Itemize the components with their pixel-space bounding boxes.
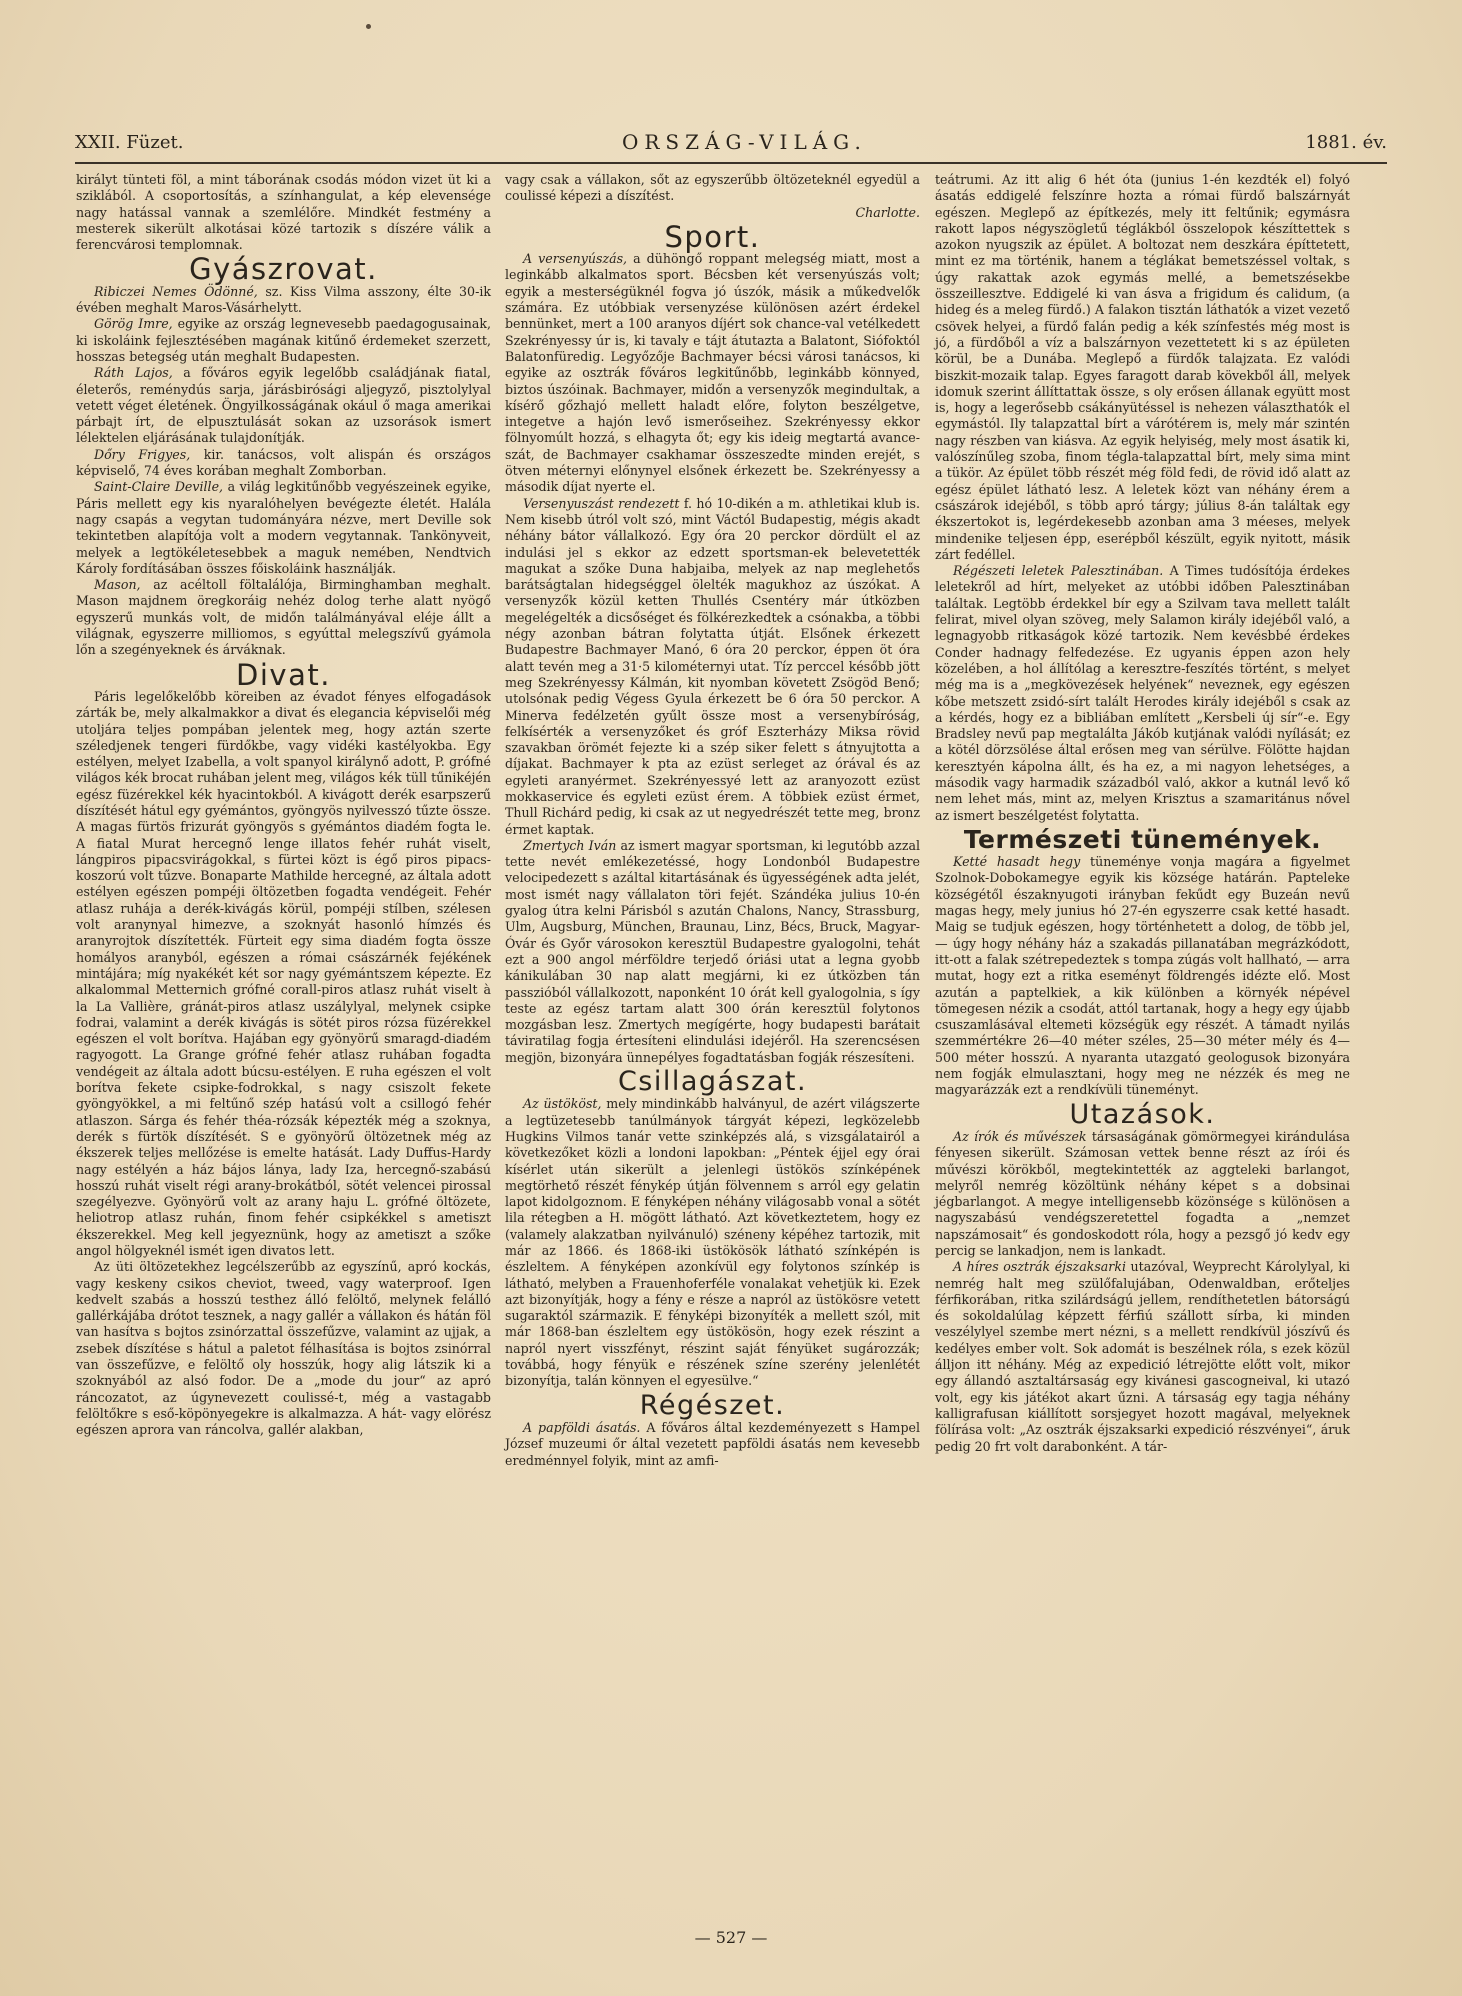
section-heading-sport: Sport. xyxy=(664,219,761,254)
running-header xyxy=(75,128,1387,156)
obituary: Ráth Lajos, a főváros egyik legelőbb családjának fiatal, életerős, reménydús sarja, járásbirósági aljegyző, pisztolylyal vetett véget életének. Öngyilkosságának okául ő maga amerikai párbajt írt, de elpusztulását sokan az uzsorások ismert lélektelen eljárásának tulajdonítják. xyxy=(76,365,491,446)
paragraph: vagy csak a vállakon, sőt az egyszerűbb öltözeteknél egyedül a coulissé képezi a díszítést. xyxy=(505,172,920,204)
obituary: Ribiczei Nemes Ödönné, sz. Kiss Vilma asszony, élte 30-ik évében meghalt Maros-Vásárhelytt. xyxy=(76,283,491,316)
header-rule xyxy=(75,162,1387,164)
paragraph: királyt tünteti föl, a mint táborának csodás módon vizet üt ki a sziklából. A csoportosítás, a színhangulat, a kép elevensége nagy hatással vannak a szemlélőre. Mindkét festmény a mesterek sikerült alkotásai közé tartozik s díszére válik a ferencvárosi templomnak. xyxy=(76,172,491,253)
obituary: Mason, az acéltoll föltalálója, Birminghamban meghalt. Mason majdnem öregkoráig nehéz dolog terhe alatt nyögő egyszerű munkás volt, de midőn találmányával eléje állt a világnak, egyszerre milliomos, s egyúttal melegszívű gyámola lőn a szegényeknek és árváknak. xyxy=(76,577,491,658)
column-1 xyxy=(76,172,491,1439)
paragraph: teátrumi. Az itt alig 6 hét óta (junius 1-én kezdték el) folyó ásatás eddigelé felszínre hozta a római fürdő balszárnyát egészen. Meglepő az építkezés, mely itt feltűnik; egymásra rakott lapos négyszögletű téglákból összelopok készíttettek s azokon nyugszik az épület. A boltozat nem deszkára építtetett, mint ez ma történik, hanem a téglákat bemetszéssel voltak, s úgy rakattak azok egymás mellé, a bemetszésekbe összeillesztve. Eddigelé ki van ásva a frigidum és calidum, (a hideg és a meleg fürdő.) A falakon tisztán láthatók a vizet vezető csövek helyei, a fürdő falán pedig a kék színfestés még most is jó, a fürdőből a víz a balszárnyon vezettetett ki s az épületen körül, be a Dunába. Meglepő a fürdők talajzata. Ez valódi biszkit-mozaik talap. Egyes faragott darab kövekből áll, melyek idomuk szerint állíttattak össze, s oly erősen állanak együtt most is, hogy a legerősebb csákányütéssel is nehezen választhatók el egymástól. Ily talapzattal bírt a várótérem is, mely már szintén nagy részben van kiásva. Az egyik helyiség, mely most ásatik ki, valószínűleg szoba, finom tégla-talapzattal bírt, mely sima mint a tükör. Az épület több részét még föld fedi, de rövid idő alatt az egész épület látható lesz. A leletek közt van néhány érem a császárok idejéből, s több apró tárgy; július 8-án találtak egy ékszertokot is, legérdekesebb azonban ama 3 méeses, melyek mindenike teljesen épp, eserépből készült, egyik nyitott, másik zárt fedéllel. xyxy=(935,172,1350,562)
paragraph: Ketté hasadt hegy tüneménye vonja magára a figyelmet Szolnok-Dobokamegye egyik kis községe határán. Papteleke községétől északnyugoti irányban fekűdt egy Buzeán nevű magas hegy, mely junius hó 27-én egyszerre csak ketté hasadt. Maig se tudjuk egészen, hogy történhetett a dolog, de több jel, — úgy hogy néhány ház a szakadás pillanatában megrázkódott, itt-ott a falak szétrepedeztek s tompa zúgás volt hallható, — arra mutat, hogy ezt a ritka eseményt földrengés idézte elő. Most azután a paptelkiek, a kik különben a környék népével tömegesen nézik a csodát, attól tartanak, hogy a hegy egy újabb csuszamlásával eltemeti községük egy részét. A támadt nyilás szemmértékre 26—40 méter széles, 25—30 méter mély és 4—500 méter hosszú. A nyaranta utazgató geologusok bizonyára nem fogják elmulasztani, hogy meg ne nézzék és meg ne magyarázzák ezt a rendkívüli tüneményt. xyxy=(935,854,1350,1098)
section-heading-utazasok: Utazások. xyxy=(1069,1098,1216,1130)
ink-speck xyxy=(366,24,371,29)
paragraph: Versenyuszást rendezett f. hó 10-dikén a m. athletikai klub is. Nem kisebb útról volt szó, mint Váctól Budapestig, mégis akadt néhány bátor vállalkozó. Egy óra 20 perckor dördült el az indulási jel s ekkor az edzett sportsman-ek belevetették magukat a szőke Duna habjaiba, melyek az nap meglehetős barátságtalan hidegséggel ölelték magukhoz az úszókat. A versenyzők közül ketten Thullés Csentéry már útközben megelégelték a dicsőséget és fölkérezkedtek a csónakba, a többi négy azonban bátran folytatta útját. Elsőnek érkezett Budapestre Bachmayer Manó, 6 óra 20 perckor, éppen öt óra alatt tevén meg a 31·5 kilométernyi utat. Tíz perccel később jött meg Szekrényessy Kálmán, kit nyomban követett Zsögöd Benő; utolsónak pedig Végess Gyula érkezett be 6 óra 50 perckor. A Minerva fedélzetén gyűlt össze most a versenybíróság, felkísérték a versenyzőket és gróf Eszterházy Miksa rövid szavakban örömét fejezte ki a szép siker felett s átnyujtotta a díjakat. Bachmayer k pta az ezüst serleget az órával és az egyleti aranyérmet. Szekrényessyé lett az aranyozott ezüst mokkaservice és egyleti ezüst érem. A többiek ezüst érmet, Thull Richárd pedig, ki csak az ut negyedrészét tette meg, bronz érmet kaptak. xyxy=(505,495,920,837)
paragraph: Régészeti leletek Palesztinában. A Times tudósítója érdekes leletekről ad hírt, melyeket az utóbbi időben Palesztinában találtak. Legtöbb érdekkel bír egy a Szilvam tava mellett talált felirat, mivel olyan szöveg, mely Salamon király idejéből való, a legnagyobb ritkaságok közé tartozik. Nem kevésbbé érdekes Conder hadnagy felfedezése. Ez ugyanis éppen azon hely közelében, a hol állítólag a keresztre-feszítés történt, s melyet még ma is a „megkövezések helyének“ neveznek, egy egészen kőbe metszett zsidó-sírt talált Herodes király idejéből s csak az a kérdés, hogy ez a bibliában említett „Kersbeli új sír“-e. Egy Bradsley nevű pap megtalálta Jákób kutjának valódi nyílását; ez a kötél dörzsölése által erősen meg van sérülve. Fölötte hajdan keresztyén kápolna állt, és ha ez, a mi nagyon lehetséges, a második vagy harmadik századból való, akkor a kutnál levő kő nem lehet más, mint az, melyen Krisztus a szamaritánus nővel az ismert beszélgetést folytatta. xyxy=(935,563,1350,823)
paragraph: A híres osztrák éjszaksarki utazóval, Weyprecht Károlylyal, ki nemrég halt meg szülőfalujában, Odenwaldban, erőteljes férfikorában, ritka szilárdságú jellem, rendíthetetlen bátorságú és sokoldalúlag képzett férfiú szállott sírba, ki minden veszélylyel szembe mert nézni, s a mellett rendkívül jószívű és kedélyes ember volt. Sok adomát is beszélnek róla, s ezek közül álljon itt néhány. Még az expedició létrejötte előtt volt, mikor egy állandó asztaltársaság egy kivánesi gascogneival, ki utazó volt, egy kis játékot akart űzni. A társaság egy tagja néhány kalligrafusan kiállított sorsjegyet hozott magával, melyeknek fölírása volt: „Az osztrák éjszaksarki expedició részvényei“, áruk pedig 20 frt volt darabonként. A tár- xyxy=(935,1259,1351,1454)
paragraph: Páris legelőkelőbb köreiben az évadot fényes elfogadások zárták be, mely alkalmakkor a divat és elegancia képviselői még utoljára teljes pompában jelentek meg, hogy aztán szerte széledjenek tengeri fürdőkbe, vagy vidéki kastélyokba. Egy estélyen, melyet Izabella, a volt spanyol királynő adott, P. grófné világos kék brocat ruhában jelent meg, világos kék tüll tűnikéjén egész füzérekkel kék hyacintokból. A kivágott derék esarpszerű díszítését hátul egy gyémántos, gyöngyös nyilvesszó tűzte össze. A magas fürtös frizurát gyöngyös s gyémántos diadém fogta le. A fiatal Murat hercegnő lenge illatos fehér ruhát viselt, lángpiros pipacsvirágokkal, s fürtei közt is égő piros pipacs-koszorú volt tűzve. Bonaparte Mathilde hercegné, az általa adott estélyen egészen pompéji öltözetben fogadta vendégeit. Fehér atlasz ruhája a derék-kivágás körül, pompéji stílben, szélesen volt aranynyal himezve, a szoknyát hasonló hímzés és aranyrojtok díszítették. Fürteit egy sima diadém fogta össze homályos aranyból, egészen a római császárnék fejékének mintájára; míg nyakékét két sor nagy gyémántszem képezte. Ez alkalommal Metternich grófné corall-piros atlasz ruhát viselt à la La Vallière, gránát-piros atlasz uszálylyal, melynek csipke fodrai, valamint a derék kivágás is sötét piros rózsa füzérekkel egészen el volt borítva. Hajában egy gyönyörű smaragd-diadém ragyogott. La Grange grófné fehér atlasz ruhában fogadta vendégeit az általa adott búcsu-estélyen. E ruha egészen el volt borítva fekete csipke-fodrokkal, s nagy csiszolt fekete gyöngyökkel, a mi feltűnő szép hatású volt a csillogó fehér atlaszon. Sárga és fehér théa-rózsák képezték még a szoknya, derék s fürtök díszítését. S e gyönyörű öltözetnek még az ékszerek teljes mellőzése is emelte hatását. Lady Duffus-Hardy nagy estélyén a ház bájos lánya, lady Iza, hercegnő-szabású hosszú ruhát viselt régi arany-brokátból, sötét velencei pirossal szegélyezve. Gyönyörű volt az arany haju L. grófné öltözete, heliotrop atlasz ruhán, finom fehér csipkékkel s ametiszt ékszerekkel. Meg kell jegyeznünk, hogy az ametiszt a szőke angol hölgyeknél ismét igen divatos lett. xyxy=(76,688,491,1258)
year: 1881. év. xyxy=(1305,131,1387,153)
obituary: Saint-Claire Deville, a világ legkitűnőbb vegyészeinek egyike, Páris mellett egy kis nyaralóhelyen bevégezte életét. Halála nagy csapás a vegytan tudományára nézve, mert Deville sok tekintetben alapítója volt a modern vegytannak. Tankönyveit, melyek a legtökéletesebbek a maguk nemében, Nendtvich Károly fordításában összes főiskoláink használják. xyxy=(76,479,491,576)
column-2 xyxy=(505,172,920,1469)
paragraph: Az üstököst, mely mindinkább halványul, de azért világszerte a legtüzetesebb tanúlmányok tárgyát képezi, legközelebb Hugkins Vilmos tanár vette szinképzés alá, s vizsgálatairól a következőket közli a londoni lapokban: „Péntek éjjel egy órai kísérlet után sikerült a jelenlegi üstökös színképének megtörhető részét fénykép útján fölvennem s arról egy gelatin lapot kidolgoznom. E fényképen néhány világosabb vonal a sötét lila rétegben a H. mögött látható. Azt következtetem, hogy ez (valamely alakzatban nyilvánuló) széneny képéhez tartozik, mit már az 1866. és 1868-iki üstökösök látható színképén is észleltem. A fényképen azonkívül egy folytonos színkép is látható, melyben a Frauenhoferféle vonalakat vehetjük ki. Ezek azt bizonyítják, hogy a fény e része a napról az üstökösre vetett sugaraktól származik. E fényképi bizonyíték a mellett szól, mit már 1868-ban észleltem egy üstökösön, hogy ezek részint a napról nyert visszfényt, részint saját fényüket sugározzák; továbbá, hogy fényük e részének színe szerény jelenlétét bizonyítja, talán könnyen el egyesülve.“ xyxy=(505,1096,920,1389)
section-heading-divat: Divat. xyxy=(236,657,331,692)
paragraph: A papföldi ásatás. A főváros által kezdeményezett s Hampel József muzeumi őr által vezetett papföldi ásatás nem kevesebb eredménnyel folyik, mint az amfi- xyxy=(505,1419,920,1468)
paragraph: Az üti öltözetekhez legcélszerűbb az egyszínű, apró kockás, vagy keskeny csikos cheviot, tweed, vagy waterproof. Igen kedvelt szabás a hosszú testhez álló felöltő, melynek felálló gallérkájába drótot tesznek, a nagy gallér a vállakon és hátán föl van hasítva s bojtos zsinórzattal összefűzve, valamint az ujjak, a zsebek díszítése s hátul a paletot félhasítása is bojtos zsinórral van összefűzve, e felöltő oly hosszúk, hogy alig látszik ki a szoknyából az alsó fodor. De a „mode du jour“ az apró ráncozatot, az úgynevezett coulissé-t, még a vastagabb felöltőkre s eső-köpönyegekre is alkalmazza. A hát- vagy elörész egészen aprora van ráncolva, gallér alakban, xyxy=(76,1259,491,1438)
masthead-title: ORSZÁG-VILÁG. xyxy=(621,130,867,154)
signature: Charlotte. xyxy=(855,204,920,220)
section-heading-regeszet: Régészet. xyxy=(639,1389,786,1421)
paragraph: Az írók és művészek társaságának gömörmegyei kirándulása fényesen sikerült. Számosan vettek benne részt az írói és művészi körökből, megtekintették az aggteleki barlangot, melyről nemrég közöltünk néhány képet s a dobsinai jégbarlangot. A megye intelligensebb közönsége s különösen a nagyszabású vendégszeretettel fogadta a „nemzet napszámosait“ és gondoskodott róla, hogy a pezsgő jó kedv egy percig se lankadjon, nem is lankadt. xyxy=(935,1128,1350,1258)
issue-number: XXII. Füzet. xyxy=(75,131,184,153)
paragraph: Zmertych Iván az ismert magyar sportsman, ki legutóbb azzal tette nevét emlékezetéssé, hogy Londonból Budapestre velocipedezett s azáltal kitartásának és ügyességének adta jelét, most ismét nagy vállalaton töri fejét. Szándéka julius 10-én gyalog útra kelni Párisból s azután Chalons, Nancy, Strassburg, Ulm, Augsburg, München, Braunau, Linz, Bécs, Bruck, Magyar-Óvár és Győr városokon keresztül Budapestre gyalogolni, tehát ezt a 900 angol mérföldre terjedő óriási utat a legna gyobb kánikulában 30 nap alatt megjárni, ki ez útközben tán passzióból vállalkozott, naponként 10 órát kell gyalogolnia, s így teste az egész tartam alatt 300 órán keresztül folytonos mozgásban lesz. Zmertych megígérte, hogy budapesti barátait táviratilag fogja értesíteni elindulási idejéről. Ha szerencsésen megjön, bizonyára ünnepélyes fogadtatásban fogják részesíteni. xyxy=(505,837,920,1065)
section-heading-csillagaszat: Csillagászat. xyxy=(617,1066,808,1098)
obituary: Dőry Frigyes, kir. tanácsos, volt alispán és országos képviselő, 74 éves korában meghalt Zomborban. xyxy=(76,446,491,479)
obituary: Görög Imre, egyike az ország legnevesebb paedagogusainak, ki iskoláink fejlesztésében magának kitűnő érdemeket szerzett, hosszas betegség után meghalt Budapesten. xyxy=(76,316,492,364)
section-heading-termeszeti-tunemenyek: Természeti tünemények. xyxy=(963,824,1322,854)
column-3 xyxy=(935,172,1350,1455)
paragraph: A versenyúszás, a dühöngő roppant melegség miatt, most a leginkább alkalmatos sport. Bécsben két versenyúszás volt; egyik a mesterségüknél fogva jó úszók, másik a műkedvelők számára. Ez utóbbiak versenyzése különösen azért érdekel bennünket, mert a 100 aranyos díjért sok chance-val vetélkedett Szekrényessy úr is, ki tavaly e tájt átutazta a Balatont, Siófoktól Balatonfüredig. Legyőzője Bachmayer bécsi városi tanácsos, ki egyike az osztrák főváros legkitűnőbb, leginkább könnyed, biztos úszóinak. Bachmayer, midőn a versenyzők megindultak, a kísérő gőzhajó mellett haladt előre, folyton beszélgetve, integetve a hajón levő ismerőseihez. Szekrényessy ekkor fölnyomúlt hozzá, s elhagyta őt; egy kis ideig megtartá avance-szát, de Bachmayer csakhamar összeszedte minden erejét, s ötven méternyi előnynyel elsőnek érkezett be. Szekrényessy a második díjat nyerte el. xyxy=(505,251,920,495)
page-number: — 527 — xyxy=(694,1928,768,1947)
section-heading-gyaszrovat: Gyászrovat. xyxy=(189,252,378,287)
